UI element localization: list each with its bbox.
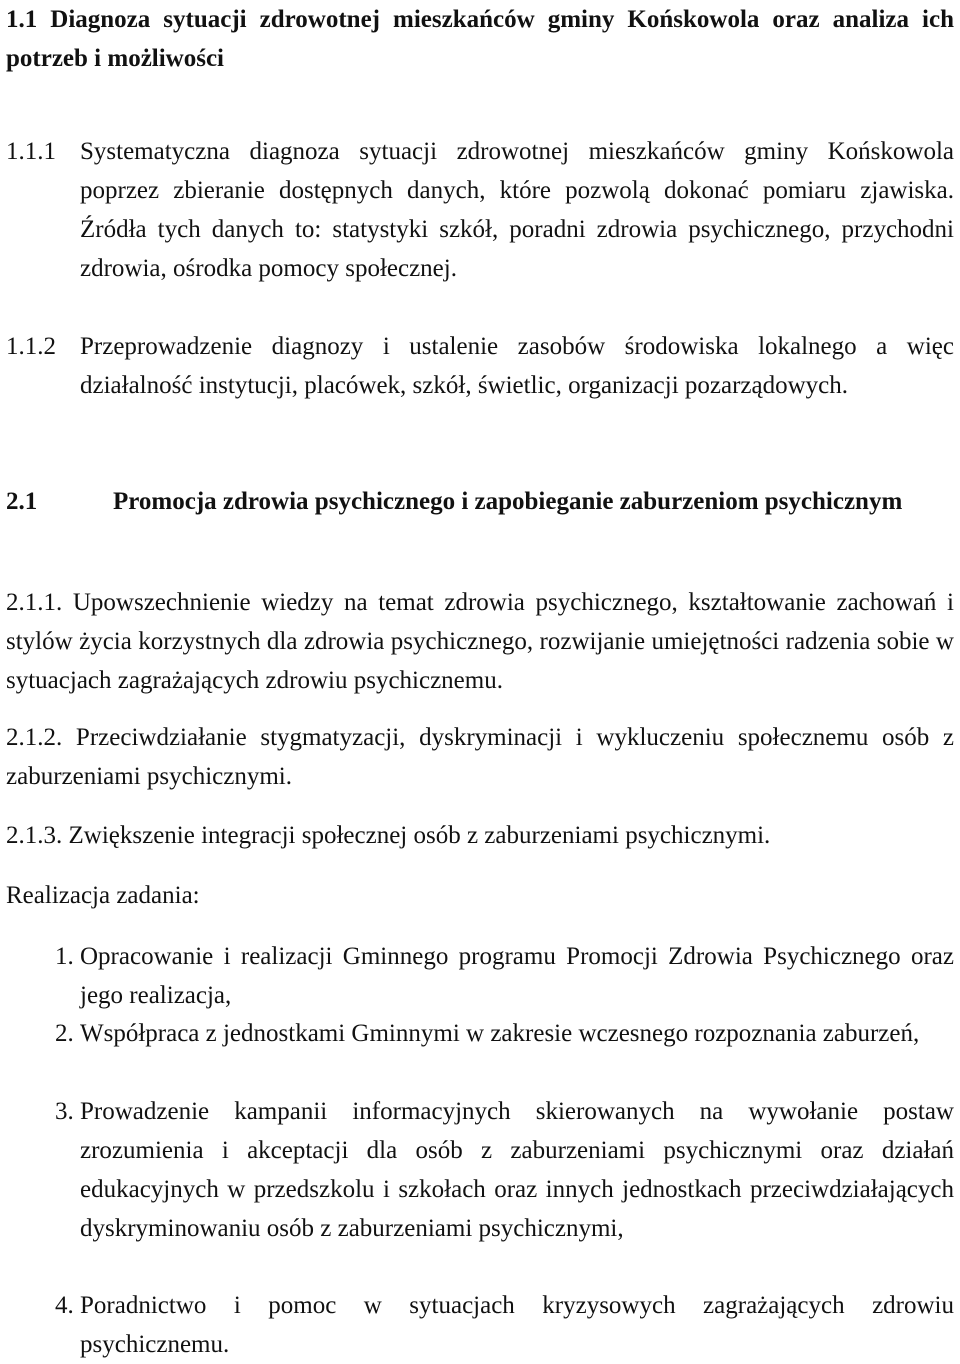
item-number: 1.1.2 (6, 333, 56, 360)
item-number: 1.1.1 (6, 138, 56, 165)
task-number: 4. (55, 1292, 74, 1319)
heading-text: Promocja zdrowia psychicznego i zapobieganie zaburzeniom psychicznym (113, 488, 903, 515)
item-text: Systematyczna diagnoza sytuacji zdrowotnej mieszkańców gminy Końskowola poprzez zbieranie dostępnych danych, które pozwolą dokonać pomiaru zjawiska. Źródła tych danych to: statystyki szkół, poradni zdrowia psychicznego, przychodni zdrowia, ośrodka pomocy społecznej. (80, 138, 954, 282)
item-text: Przeprowadzenie diagnozy i ustalenie zasobów środowiska lokalnego a więc działalność instytucji, placówek, szkół, świetlic, organizacji pozarządowych. (80, 333, 954, 399)
task-text: Opracowanie i realizacji Gminnego programu Promocji Zdrowia Psychicznego oraz jego realizacja, (80, 943, 954, 1009)
section-heading-1-1: 1.1 Diagnoza sytuacji zdrowotnej mieszkańców gminy Końskowola oraz analiza ich potrzeb i możliwości (6, 6, 954, 72)
task-text: Poradnictwo i pomoc w sytuacjach kryzysowych zagrażających zdrowiu psychicznemu. (80, 1292, 954, 1358)
task-number: 1. (55, 943, 74, 970)
paragraph-2-1-2: 2.1.2. Przeciwdziałanie stygmatyzacji, dyskryminacji i wykluczeniu społecznemu osób z zaburzeniami psychicznymi. (6, 724, 954, 790)
task-item-2 (6, 1014, 954, 1053)
task-number: 3. (55, 1098, 74, 1125)
task-number: 2. (55, 1020, 74, 1047)
list-item-1-1-1 (6, 132, 954, 288)
list-item-1-1-2 (6, 327, 954, 405)
task-item-4 (6, 1286, 954, 1364)
task-text: Współpraca z jednostkami Gminnymi w zakresie wczesnego rozpoznania zaburzeń, (80, 1020, 920, 1047)
task-text: Prowadzenie kampanii informacyjnych skierowanych na wywołanie postaw zrozumienia i akceptacji dla osób z zaburzeniami psychicznymi oraz działań edukacyjnych w przedszkolu i szkołach oraz innych jednostkach przeciwdziałających dyskryminowaniu osób z zaburzeniami psychicznymi, (80, 1098, 954, 1242)
realizacja-label: Realizacja zadania: (6, 882, 200, 909)
paragraph-2-1-3: 2.1.3. Zwiększenie integracji społecznej osób z zaburzeniami psychicznymi. (6, 822, 771, 849)
section-heading-2-1 (6, 482, 954, 521)
task-item-3 (6, 1092, 954, 1248)
heading-number: 2.1 (6, 488, 38, 515)
task-item-1 (6, 937, 954, 1015)
paragraph-2-1-1: 2.1.1. Upowszechnienie wiedzy na temat zdrowia psychicznego, kształtowanie zachowań i stylów życia korzystnych dla zdrowia psychicznego, rozwijanie umiejętności radzenia sobie w sytuacjach zagrażających zdrowiu psychicznemu. (6, 589, 954, 694)
